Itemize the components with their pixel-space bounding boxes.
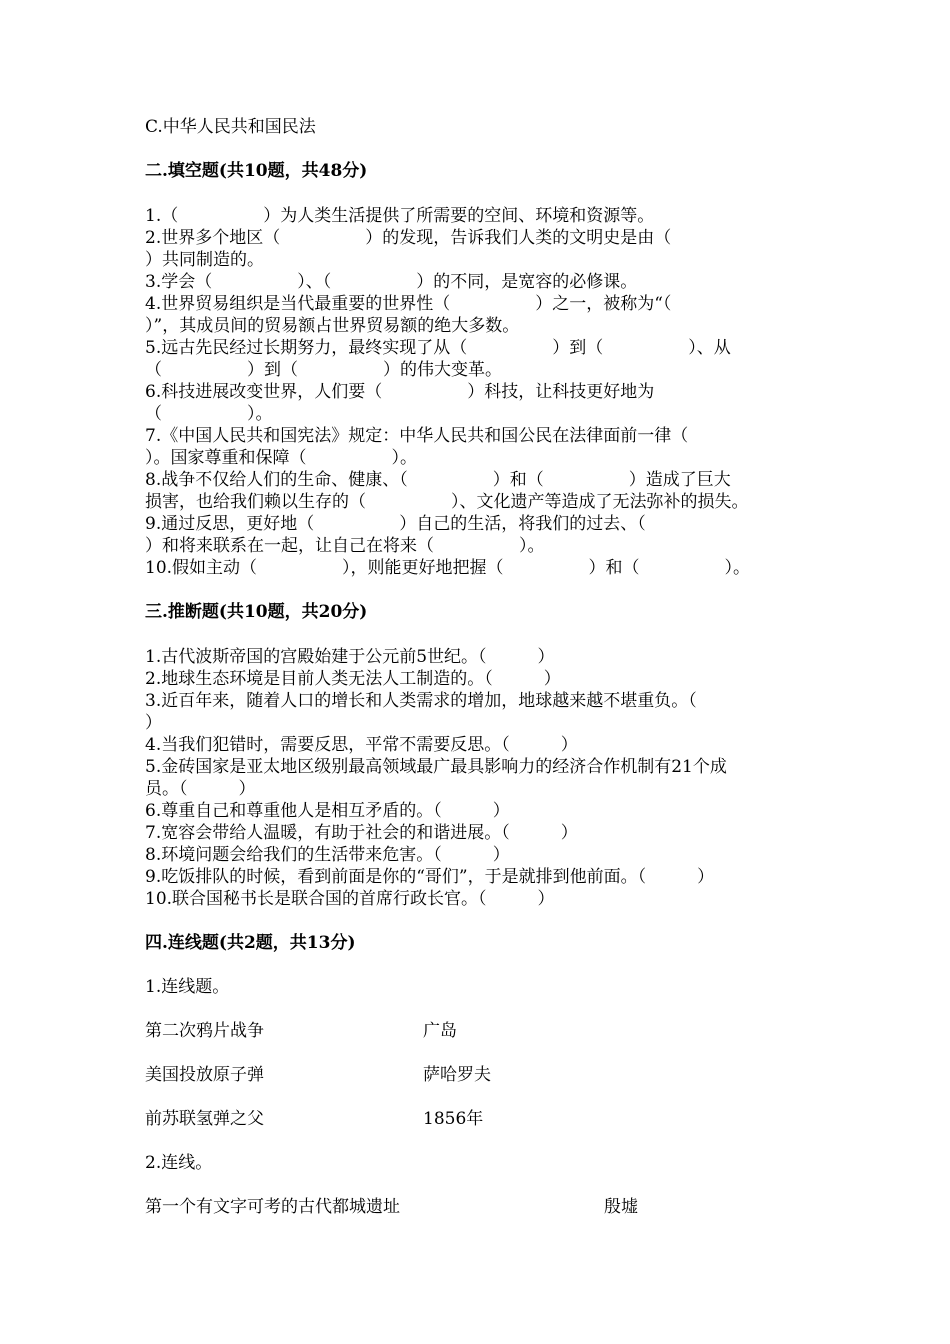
fill-line: 1.（ ）为人类生活提供了所需要的空间、环境和资源等。 bbox=[145, 206, 655, 226]
fill-line: 4.世界贸易组织是当代最重要的世界性（ ）之一，被称为“（ bbox=[145, 294, 672, 314]
judge-line: 8.环境问题会给我们的生活带来危害。（ ） bbox=[145, 845, 510, 865]
judge-line: 4.当我们犯错时，需要反思，平常不需要反思。（ ） bbox=[145, 735, 578, 755]
option-c: C.中华人民共和国民法 bbox=[145, 117, 316, 137]
judge-line: 5.金砖国家是亚太地区级别最高领域最广最具影响力的经济合作机制有21个成 bbox=[145, 757, 727, 777]
judge-line: 10.联合国秘书长是联合国的首席行政长官。（ ） bbox=[145, 889, 555, 909]
fill-line: 10.假如主动（ ），则能更好地把握（ ）和（ ）。 bbox=[145, 558, 751, 578]
fill-line: 6.科技进展改变世界，人们要（ ）科技，让科技更好地为 bbox=[145, 382, 655, 402]
fill-line: 7.《中国人民共和国宪法》规定：中华人民共和国公民在法律面前一律（ bbox=[145, 426, 689, 446]
judge-line: 6.尊重自己和尊重他人是相互矛盾的。（ ） bbox=[145, 801, 510, 821]
match-q2-label: 2.连线。 bbox=[145, 1153, 213, 1173]
fill-line: ）”，其成员间的贸易额占世界贸易额的绝大多数。 bbox=[145, 316, 520, 336]
judge-line: 3.近百年来，随着人口的增长和人类需求的增加，地球越来越不堪重负。（ bbox=[145, 691, 697, 711]
fill-line: ）共同制造的。 bbox=[145, 250, 264, 270]
fill-line: 3.学会（ ）、（ ）的不同，是宽容的必修课。 bbox=[145, 272, 638, 292]
match-right-item: 萨哈罗夫 bbox=[423, 1065, 491, 1085]
match-left-item: 美国投放原子弹 bbox=[145, 1065, 264, 1085]
judge-line: 1.古代波斯帝国的宫殿始建于公元前5世纪。（ ） bbox=[145, 647, 555, 667]
fill-line: ）。国家尊重和保障（ ）。 bbox=[145, 448, 417, 468]
fill-line: 5.远古先民经过长期努力，最终实现了从（ ）到（ ）、从 bbox=[145, 338, 731, 358]
match-q1-label: 1.连线题。 bbox=[145, 977, 230, 997]
fill-line: 2.世界多个地区（ ）的发现，告诉我们人类的文明史是由（ bbox=[145, 228, 672, 248]
fill-line: 8.战争不仅给人们的生命、健康、（ ）和（ ）造成了巨大 bbox=[145, 470, 731, 490]
fill-line: 9.通过反思，更好地（ ）自己的生活，将我们的过去、（ bbox=[145, 514, 646, 534]
match-right-item: 1856年 bbox=[423, 1109, 484, 1129]
match-left-item: 第二次鸦片战争 bbox=[145, 1021, 264, 1041]
fill-line: （ ）到（ ）的伟大变革。 bbox=[145, 360, 502, 380]
judge-line: 员。（ ） bbox=[145, 779, 256, 799]
judge-line: 2.地球生态环境是目前人类无法人工制造的。（ ） bbox=[145, 669, 561, 689]
match-right-item: 殷墟 bbox=[604, 1197, 638, 1217]
judge-line: 9.吃饭排队的时候，看到前面是你的“哥们”，于是就排到他前面。（ ） bbox=[145, 867, 715, 887]
match-right-item: 广岛 bbox=[423, 1021, 457, 1041]
fill-line: （ ）。 bbox=[145, 404, 273, 424]
match-left-item: 第一个有文字可考的古代都城遗址 bbox=[145, 1197, 400, 1217]
judge-section-title: 三.推断题(共10题，共20分) bbox=[145, 602, 368, 622]
fill-line: ）和将来联系在一起，让自己在将来（ ）。 bbox=[145, 536, 545, 556]
match-left-item: 前苏联氢弹之父 bbox=[145, 1109, 264, 1129]
judge-line: ） bbox=[145, 713, 162, 733]
fill-line: 损害，也给我们赖以生存的（ ）、文化遗产等造成了无法弥补的损失。 bbox=[145, 492, 749, 512]
fill-section-title: 二.填空题(共10题，共48分) bbox=[145, 161, 368, 181]
match-section-title: 四.连线题(共2题，共13分) bbox=[145, 933, 356, 953]
judge-line: 7.宽容会带给人温暖，有助于社会的和谐进展。（ ） bbox=[145, 823, 578, 843]
